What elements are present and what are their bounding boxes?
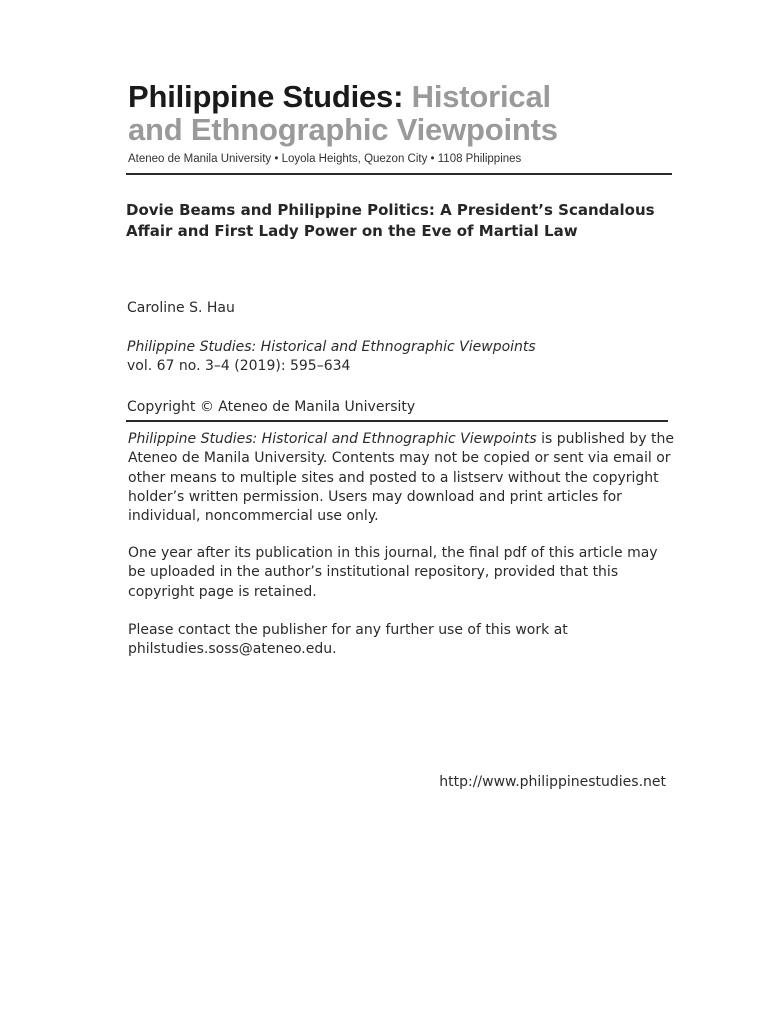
usage-notice-text: is published by the Ateneo de Manila University. Contents may not be copied or sent via email or other means to multiple sites and posted to a listserv without the copyright holder’s written permission. Users may download and print articles for individual, noncommercial use only. <box>128 431 674 525</box>
volume-info: vol. 67 no. 3–4 (2019): 595–634 <box>127 358 351 374</box>
copyright-divider <box>126 420 668 422</box>
usage-notice-journal: Philippine Studies: Historical and Ethnographic Viewpoints <box>128 431 537 447</box>
repository-notice: One year after its publication in this journal, the final pdf of this article may be uploaded in the author’s institutional repository, provided that this copyright page is retained. <box>128 545 658 600</box>
contact-notice: Please contact the publisher for any further use of this work at philstudies.soss@ateneo.edu. <box>128 622 568 658</box>
usage-notice <box>128 430 678 526</box>
masthead-title-grey-2: and Ethnographic Viewpoints <box>128 112 558 147</box>
journal-masthead-title <box>128 80 688 146</box>
website-link[interactable]: http://www.philippinestudies.net <box>439 774 666 790</box>
article-title <box>126 200 686 242</box>
journal-name: Philippine Studies: Historical and Ethnographic Viewpoints <box>127 339 536 355</box>
copyright-line: Copyright © Ateneo de Manila University <box>127 399 416 415</box>
author-name: Caroline S. Hau <box>127 300 235 316</box>
publisher-address: Ateneo de Manila University • Loyola Heights, Quezon City • 1108 Philippines <box>128 153 522 165</box>
masthead-title-dark: Philippine Studies: <box>128 79 404 114</box>
article-title-line-2: Affair and First Lady Power on the Eve of Martial Law <box>126 222 578 240</box>
article-title-line-1: Dovie Beams and Philippine Politics: A President’s Scandalous <box>126 201 655 219</box>
top-divider <box>126 173 672 175</box>
masthead-title-grey-1: Historical <box>411 79 551 114</box>
